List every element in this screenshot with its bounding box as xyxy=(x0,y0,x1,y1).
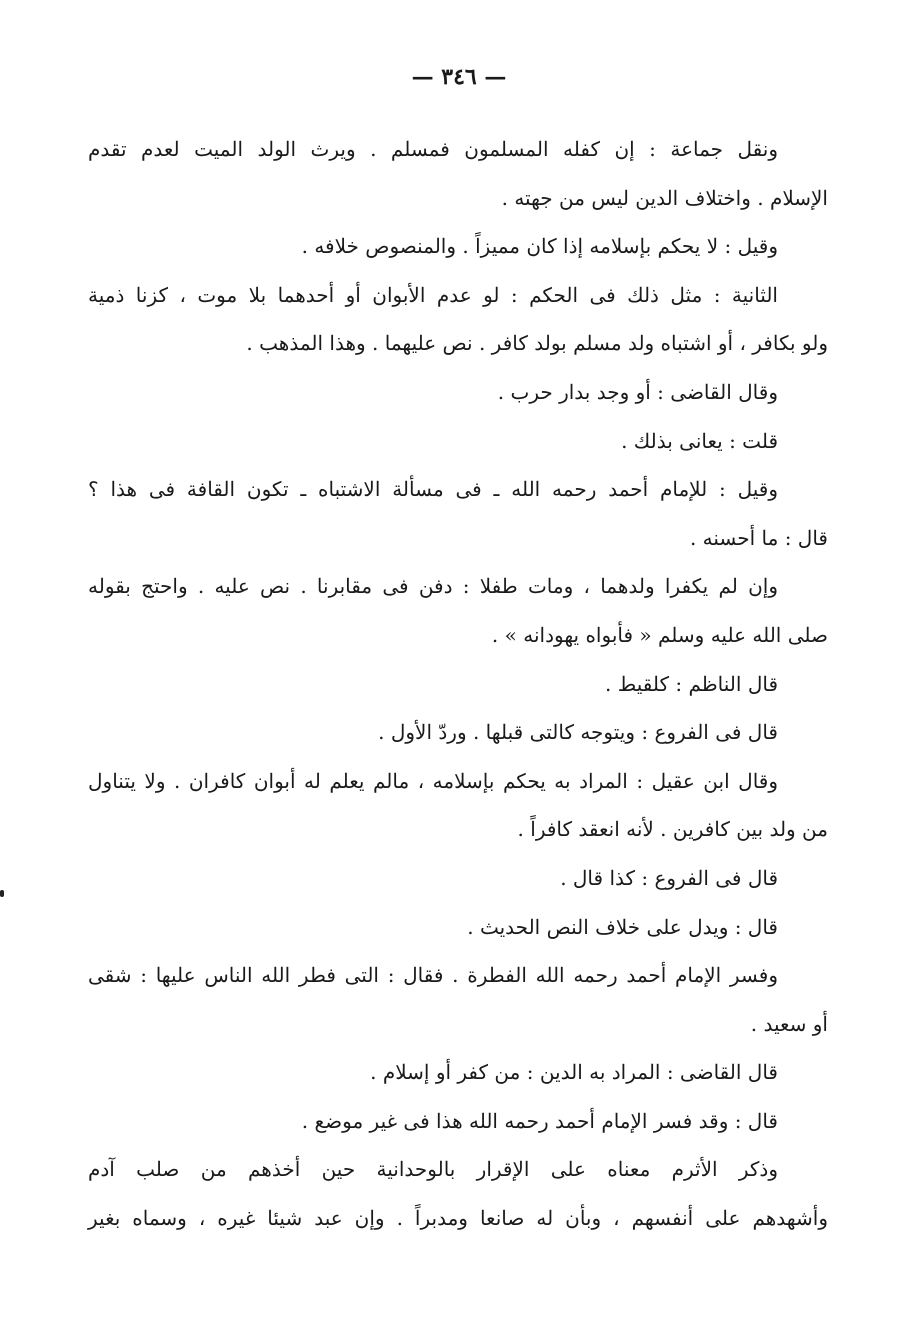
text-line: قال القاضى : المراد به الدين : من كفر أو إسلام . xyxy=(370,1060,778,1085)
text-line: قال فى الفروع : ويتوجه كالتى قبلها . وردّ الأول . xyxy=(378,720,778,745)
text-line: وأشهدهم على أنفسهم ، وبأن له صانعا ومدبراً . وإن عبد شيئا غيره ، وسماه بغير xyxy=(88,1206,828,1231)
text-line: وقال ابن عقيل : المراد به يحكم بإسلامه ، مالم يعلم له أبوان كافران . ولا يتناول xyxy=(88,768,778,793)
text-line: قال الناظم : كلقيط . xyxy=(605,671,778,696)
page-number: — ٣٤٦ — xyxy=(411,64,507,90)
text-line: قال : ويدل على خلاف النص الحديث . xyxy=(467,914,778,939)
text-line: الثانية : مثل ذلك فى الحكم : لو عدم الأبوان أو أحدهما بلا موت ، كزنا ذمية xyxy=(88,282,778,307)
scan-speck xyxy=(0,890,4,897)
text-line: قلت : يعانى بذلك . xyxy=(621,428,778,453)
text-line: وذكر الأثرم معناه على الإقرار بالوحدانية حين أخذهم من صلب آدم xyxy=(88,1157,778,1182)
text-line: قال فى الفروع : كذا قال . xyxy=(560,865,778,890)
text-line: ولو بكافر ، أو اشتباه ولد مسلم بولد كافر . نص عليهما . وهذا المذهب . xyxy=(246,331,828,356)
text-line: وقيل : لا يحكم بإسلامه إذا كان مميزاً . والمنصوص خلافه . xyxy=(301,234,778,259)
text-line: من ولد بين كافرين . لأنه انعقد كافراً . xyxy=(517,817,828,842)
text-line: صلى الله عليه وسلم « فأبواه يهودانه » . xyxy=(491,622,828,647)
text-line: قال : ما أحسنه . xyxy=(689,525,828,550)
text-line: وفسر الإمام أحمد رحمه الله الفطرة . فقال : التى فطر الله الناس عليها : شقى xyxy=(88,963,778,988)
text-line: أو سعيد . xyxy=(750,1011,828,1036)
text-line: الإسلام . واختلاف الدين ليس من جهته . xyxy=(501,185,828,210)
text-line: وقيل : للإمام أحمد رحمه الله ـ فى مسألة الاشتباه ـ تكون القافة فى هذا ؟ xyxy=(88,477,778,502)
body-text xyxy=(88,125,828,1243)
text-line: وقال القاضى : أو وجد بدار حرب . xyxy=(497,379,778,404)
text-line: قال : وقد فسر الإمام أحمد رحمه الله هذا فى غير موضع . xyxy=(301,1108,778,1133)
text-line: وإن لم يكفرا ولدهما ، ومات طفلا : دفن فى مقابرنا . نص عليه . واحتج بقوله xyxy=(88,574,778,599)
text-line: ونقل جماعة : إن كفله المسلمون فمسلم . ويرث الولد الميت لعدم تقدم xyxy=(88,137,778,161)
